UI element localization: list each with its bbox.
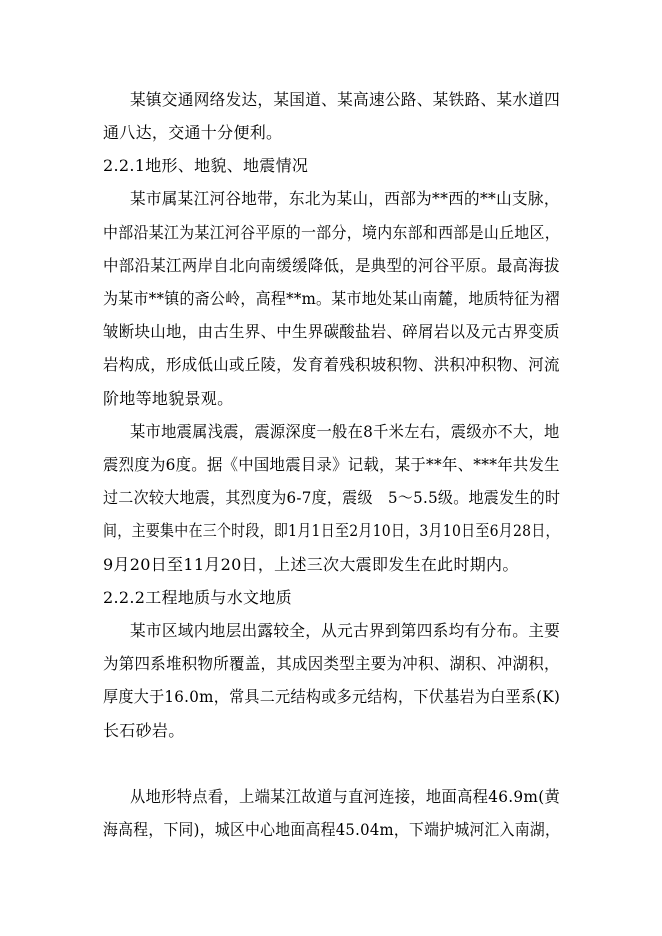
paragraph-line: 某镇交通网络发达，某国道、某高速公路、某铁路、某水道四 [130, 90, 561, 109]
paragraph-line: 通八达，交通十分便利。 [103, 123, 283, 142]
paragraph-line: 间，主要集中在三个时段，即1月1日至2月10日，3月10日至6月28日， [103, 521, 560, 540]
paragraph-line: 某市属某江河谷地带，东北为某山，西部为**西的**山支脉， [130, 189, 560, 208]
section-heading: 2.2.1地形、地貌、地震情况 [103, 156, 309, 175]
paragraph-line: 中部沿某江为某江河谷平原的一部分，境内东部和西部是山丘地区， [103, 223, 561, 242]
paragraph-line: 为第四系堆积物所覆盖，其成因类型主要为冲积、湖积、冲湖积， [103, 654, 560, 673]
paragraph-line: 9月20日至11月20日，上述三次大震即发生在此时期内。 [103, 555, 519, 574]
paragraph-line: 某市区域内地层出露较全，从元古界到第四系均有分布。主要 [130, 621, 561, 640]
paragraph-line: 岩构成，形成低山或丘陵，发育着残积坡积物、洪积冲积物、河流 [103, 355, 560, 374]
paragraph-line: 震烈度为6度。据《中国地震目录》记载，某于**年、***年共发生 [103, 455, 560, 474]
section-heading: 2.2.2工程地质与水文地质 [103, 588, 292, 607]
paragraph-line: 皱断块山地，由古生界、中生界碳酸盐岩、碎屑岩以及元古界变质 [103, 322, 560, 341]
paragraph-line: 中部沿某江两岸自北向南缓缓降低，是典型的河谷平原。最高海拔 [103, 256, 560, 275]
paragraph-line: 某市地震属浅震，震源深度一般在8千米左右，震级亦不大，地 [130, 422, 560, 441]
paragraph-line: 海高程，下同)，城区中心地面高程45.04m，下端护城河汇入南湖， [103, 820, 561, 839]
paragraph-line: 从地形特点看，上端某江故道与直河连接，地面高程46.9m(黄 [130, 787, 561, 806]
paragraph-line: 厚度大于16.0m，常具二元结构或多元结构，下伏基岩为白垩系(K) [103, 687, 561, 706]
paragraph-line: 阶地等地貌景观。 [103, 389, 234, 408]
paragraph-line: 长石砂岩。 [103, 721, 185, 740]
paragraph-line: 过二次较大地震，其烈度为6-7度，震级 5～5.5级。地震发生的时 [103, 488, 561, 507]
paragraph-line: 为某市**镇的斋公岭，高程**m。某市地处某山南麓，地质特征为褶 [103, 289, 560, 308]
